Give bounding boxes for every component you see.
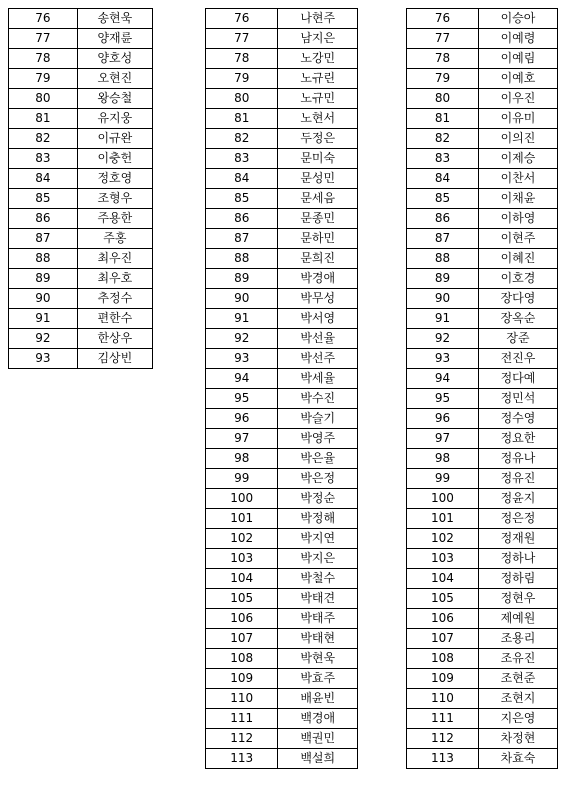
table-row xyxy=(206,289,358,309)
row-number: 106 xyxy=(407,609,479,629)
table-row xyxy=(206,369,358,389)
student-name: 나현주 xyxy=(278,9,358,29)
row-number: 100 xyxy=(407,489,479,509)
table-row xyxy=(206,389,358,409)
table-row xyxy=(206,109,358,129)
student-name: 박경애 xyxy=(278,269,358,289)
row-number: 78 xyxy=(206,49,278,69)
table-row xyxy=(407,49,558,69)
table-row xyxy=(407,749,558,769)
table-row xyxy=(407,629,558,649)
student-name: 장다영 xyxy=(478,289,557,309)
row-number: 109 xyxy=(407,669,479,689)
student-name: 문하민 xyxy=(278,229,358,249)
student-name: 박지연 xyxy=(278,529,358,549)
student-name: 이현주 xyxy=(478,229,557,249)
table-row xyxy=(9,9,153,29)
student-name: 이유미 xyxy=(478,109,557,129)
student-name: 이예호 xyxy=(478,69,557,89)
table-row xyxy=(407,229,558,249)
student-name: 이규완 xyxy=(77,129,152,149)
row-number: 111 xyxy=(407,709,479,729)
student-name: 정은정 xyxy=(478,509,557,529)
table-row xyxy=(407,9,558,29)
row-number: 105 xyxy=(206,589,278,609)
student-name: 장옥순 xyxy=(478,309,557,329)
table-row xyxy=(407,509,558,529)
student-name: 정다예 xyxy=(478,369,557,389)
table-row xyxy=(407,649,558,669)
student-name: 노현서 xyxy=(278,109,358,129)
row-number: 76 xyxy=(9,9,78,29)
student-name: 제예원 xyxy=(478,609,557,629)
table-row xyxy=(206,649,358,669)
student-name: 왕승철 xyxy=(77,89,152,109)
table-row xyxy=(206,29,358,49)
student-name: 박태견 xyxy=(278,589,358,609)
row-number: 93 xyxy=(9,349,78,369)
student-name: 이호경 xyxy=(478,269,557,289)
table-row xyxy=(206,209,358,229)
table-row xyxy=(407,309,558,329)
student-name: 박서영 xyxy=(278,309,358,329)
table-row xyxy=(407,669,558,689)
table-row xyxy=(9,69,153,89)
row-number: 89 xyxy=(206,269,278,289)
row-number: 102 xyxy=(206,529,278,549)
row-number: 86 xyxy=(206,209,278,229)
row-number: 77 xyxy=(407,29,479,49)
student-name: 정호영 xyxy=(77,169,152,189)
student-name: 박현욱 xyxy=(278,649,358,669)
row-number: 76 xyxy=(407,9,479,29)
student-name: 문세음 xyxy=(278,189,358,209)
student-name: 박정순 xyxy=(278,489,358,509)
table-row xyxy=(206,749,358,769)
student-name: 편한수 xyxy=(77,309,152,329)
student-name: 송현욱 xyxy=(77,9,152,29)
student-name: 박슬기 xyxy=(278,409,358,429)
student-name: 노규린 xyxy=(278,69,358,89)
row-number: 85 xyxy=(407,189,479,209)
row-number: 80 xyxy=(9,89,78,109)
row-number: 103 xyxy=(206,549,278,569)
table-row xyxy=(407,469,558,489)
row-number: 89 xyxy=(9,269,78,289)
row-number: 96 xyxy=(407,409,479,429)
student-name: 장준 xyxy=(478,329,557,349)
row-number: 77 xyxy=(206,29,278,49)
table-row xyxy=(407,189,558,209)
row-number: 79 xyxy=(206,69,278,89)
table-row xyxy=(407,209,558,229)
row-number: 103 xyxy=(407,549,479,569)
row-number: 113 xyxy=(407,749,479,769)
student-name: 백설희 xyxy=(278,749,358,769)
table-row xyxy=(407,569,558,589)
row-number: 109 xyxy=(206,669,278,689)
table-row xyxy=(407,169,558,189)
student-name: 박효주 xyxy=(278,669,358,689)
student-name: 정하나 xyxy=(478,549,557,569)
table-row xyxy=(206,689,358,709)
row-number: 94 xyxy=(206,369,278,389)
student-name: 이예림 xyxy=(478,49,557,69)
table-row xyxy=(407,89,558,109)
table-row xyxy=(407,489,558,509)
table-row xyxy=(206,149,358,169)
student-name: 조현지 xyxy=(478,689,557,709)
row-number: 78 xyxy=(9,49,78,69)
table-row xyxy=(206,409,358,429)
table-row xyxy=(206,9,358,29)
student-name: 이채윤 xyxy=(478,189,557,209)
table-row xyxy=(206,249,358,269)
row-number: 107 xyxy=(407,629,479,649)
row-number: 85 xyxy=(9,189,78,209)
row-number: 108 xyxy=(407,649,479,669)
table-row xyxy=(9,269,153,289)
row-number: 92 xyxy=(407,329,479,349)
table-row xyxy=(206,189,358,209)
table-row xyxy=(9,209,153,229)
row-number: 84 xyxy=(9,169,78,189)
row-number: 81 xyxy=(407,109,479,129)
row-number: 99 xyxy=(407,469,479,489)
student-name: 두정은 xyxy=(278,129,358,149)
table-row xyxy=(9,149,153,169)
table-row xyxy=(206,329,358,349)
table-row xyxy=(206,549,358,569)
table-row xyxy=(407,409,558,429)
table-row xyxy=(206,509,358,529)
table-row xyxy=(407,709,558,729)
table-row xyxy=(206,229,358,249)
row-number: 83 xyxy=(206,149,278,169)
row-number: 99 xyxy=(206,469,278,489)
table-row xyxy=(206,669,358,689)
table-row xyxy=(407,429,558,449)
row-number: 89 xyxy=(407,269,479,289)
table-row xyxy=(206,269,358,289)
row-number: 79 xyxy=(407,69,479,89)
row-number: 105 xyxy=(407,589,479,609)
table-row xyxy=(206,489,358,509)
row-number: 111 xyxy=(206,709,278,729)
row-number: 76 xyxy=(206,9,278,29)
student-name: 이예령 xyxy=(478,29,557,49)
table-row xyxy=(9,249,153,269)
row-number: 85 xyxy=(206,189,278,209)
row-number: 101 xyxy=(206,509,278,529)
row-number: 87 xyxy=(206,229,278,249)
row-number: 96 xyxy=(206,409,278,429)
roster-table-1 xyxy=(8,8,153,369)
row-number: 88 xyxy=(407,249,479,269)
row-number: 110 xyxy=(407,689,479,709)
table-row xyxy=(9,169,153,189)
table-row xyxy=(9,229,153,249)
table-row xyxy=(206,709,358,729)
table-row xyxy=(407,269,558,289)
table-row xyxy=(206,169,358,189)
student-name: 차정현 xyxy=(478,729,557,749)
row-number: 91 xyxy=(9,309,78,329)
table-row xyxy=(407,549,558,569)
row-number: 82 xyxy=(407,129,479,149)
row-number: 86 xyxy=(407,209,479,229)
student-name: 박무성 xyxy=(278,289,358,309)
row-number: 92 xyxy=(206,329,278,349)
student-name: 추정수 xyxy=(77,289,152,309)
table-row xyxy=(206,469,358,489)
row-number: 112 xyxy=(407,729,479,749)
table-row xyxy=(407,529,558,549)
row-number: 98 xyxy=(407,449,479,469)
table-row xyxy=(206,589,358,609)
student-name: 정유진 xyxy=(478,469,557,489)
student-name: 이승아 xyxy=(478,9,557,29)
table-row xyxy=(206,69,358,89)
table-row xyxy=(206,89,358,109)
student-name: 박지은 xyxy=(278,549,358,569)
row-number: 101 xyxy=(407,509,479,529)
row-number: 106 xyxy=(206,609,278,629)
table-row xyxy=(206,569,358,589)
student-name: 이하영 xyxy=(478,209,557,229)
row-number: 82 xyxy=(206,129,278,149)
table-row xyxy=(9,309,153,329)
row-number: 82 xyxy=(9,129,78,149)
student-name: 백경애 xyxy=(278,709,358,729)
student-name: 양재륜 xyxy=(77,29,152,49)
table-row xyxy=(407,349,558,369)
student-name: 한상우 xyxy=(77,329,152,349)
row-number: 94 xyxy=(407,369,479,389)
student-name: 박태주 xyxy=(278,609,358,629)
student-name: 노규민 xyxy=(278,89,358,109)
row-number: 108 xyxy=(206,649,278,669)
table-row xyxy=(407,689,558,709)
student-name: 이충헌 xyxy=(77,149,152,169)
row-number: 91 xyxy=(407,309,479,329)
row-number: 88 xyxy=(9,249,78,269)
table-row xyxy=(206,609,358,629)
row-number: 91 xyxy=(206,309,278,329)
table-row xyxy=(9,349,153,369)
student-name: 남지은 xyxy=(278,29,358,49)
student-name: 양호성 xyxy=(77,49,152,69)
student-name: 박은율 xyxy=(278,449,358,469)
student-name: 박철수 xyxy=(278,569,358,589)
table-row xyxy=(206,129,358,149)
student-name: 김상빈 xyxy=(77,349,152,369)
row-number: 80 xyxy=(407,89,479,109)
row-number: 110 xyxy=(206,689,278,709)
student-name: 정윤지 xyxy=(478,489,557,509)
table-row xyxy=(9,49,153,69)
row-number: 88 xyxy=(206,249,278,269)
table-row xyxy=(9,329,153,349)
row-number: 95 xyxy=(407,389,479,409)
student-name: 문희진 xyxy=(278,249,358,269)
row-number: 90 xyxy=(9,289,78,309)
row-number: 90 xyxy=(407,289,479,309)
row-number: 98 xyxy=(206,449,278,469)
row-number: 90 xyxy=(206,289,278,309)
student-name: 조용리 xyxy=(478,629,557,649)
row-number: 84 xyxy=(407,169,479,189)
row-number: 92 xyxy=(9,329,78,349)
student-name: 정하림 xyxy=(478,569,557,589)
table-row xyxy=(206,349,358,369)
student-name: 조현준 xyxy=(478,669,557,689)
table-row xyxy=(206,729,358,749)
row-number: 84 xyxy=(206,169,278,189)
table-row xyxy=(9,289,153,309)
student-name: 주홍 xyxy=(77,229,152,249)
student-name: 조유진 xyxy=(478,649,557,669)
row-number: 78 xyxy=(407,49,479,69)
student-name: 이찬서 xyxy=(478,169,557,189)
table-row xyxy=(9,89,153,109)
row-number: 87 xyxy=(9,229,78,249)
table-row xyxy=(407,69,558,89)
student-name: 최우호 xyxy=(77,269,152,289)
row-number: 79 xyxy=(9,69,78,89)
table-row xyxy=(407,449,558,469)
student-name: 최우진 xyxy=(77,249,152,269)
table-row xyxy=(206,629,358,649)
row-number: 107 xyxy=(206,629,278,649)
table-row xyxy=(407,149,558,169)
row-number: 100 xyxy=(206,489,278,509)
roster-table-2 xyxy=(205,8,358,769)
row-number: 87 xyxy=(407,229,479,249)
row-number: 104 xyxy=(206,569,278,589)
student-name: 박세율 xyxy=(278,369,358,389)
student-name: 이혜진 xyxy=(478,249,557,269)
student-name: 지은영 xyxy=(478,709,557,729)
student-name: 정민석 xyxy=(478,389,557,409)
student-name: 박선율 xyxy=(278,329,358,349)
row-number: 81 xyxy=(206,109,278,129)
row-number: 97 xyxy=(206,429,278,449)
table-row xyxy=(407,289,558,309)
table-row xyxy=(407,389,558,409)
roster-table-3 xyxy=(406,8,558,769)
student-name: 이의진 xyxy=(478,129,557,149)
student-name: 배윤빈 xyxy=(278,689,358,709)
table-row xyxy=(407,329,558,349)
table-row xyxy=(407,729,558,749)
student-name: 정유나 xyxy=(478,449,557,469)
student-name: 차효숙 xyxy=(478,749,557,769)
row-number: 86 xyxy=(9,209,78,229)
student-name: 정현우 xyxy=(478,589,557,609)
student-name: 주용한 xyxy=(77,209,152,229)
student-name: 백권민 xyxy=(278,729,358,749)
student-name: 문미숙 xyxy=(278,149,358,169)
row-number: 97 xyxy=(407,429,479,449)
student-name: 노강민 xyxy=(278,49,358,69)
student-name: 문성민 xyxy=(278,169,358,189)
student-name: 정재원 xyxy=(478,529,557,549)
table-row xyxy=(407,369,558,389)
student-name: 박선주 xyxy=(278,349,358,369)
student-name: 박은정 xyxy=(278,469,358,489)
student-name: 정수영 xyxy=(478,409,557,429)
row-number: 83 xyxy=(9,149,78,169)
row-number: 112 xyxy=(206,729,278,749)
row-number: 93 xyxy=(206,349,278,369)
table-row xyxy=(407,589,558,609)
table-row xyxy=(206,429,358,449)
row-number: 95 xyxy=(206,389,278,409)
student-name: 정요한 xyxy=(478,429,557,449)
table-row xyxy=(206,449,358,469)
table-row xyxy=(9,29,153,49)
table-row xyxy=(407,609,558,629)
student-name: 문종민 xyxy=(278,209,358,229)
student-name: 오현진 xyxy=(77,69,152,89)
student-name: 박영주 xyxy=(278,429,358,449)
table-row xyxy=(9,109,153,129)
student-name: 조형우 xyxy=(77,189,152,209)
table-row xyxy=(407,249,558,269)
student-name: 박수진 xyxy=(278,389,358,409)
student-name: 박정해 xyxy=(278,509,358,529)
row-number: 81 xyxy=(9,109,78,129)
row-number: 93 xyxy=(407,349,479,369)
student-name: 이제승 xyxy=(478,149,557,169)
table-row xyxy=(9,189,153,209)
row-number: 77 xyxy=(9,29,78,49)
student-name: 유지웅 xyxy=(77,109,152,129)
table-row xyxy=(407,129,558,149)
student-name: 박태현 xyxy=(278,629,358,649)
table-row xyxy=(9,129,153,149)
row-number: 104 xyxy=(407,569,479,589)
table-row xyxy=(407,29,558,49)
table-row xyxy=(206,49,358,69)
row-number: 83 xyxy=(407,149,479,169)
row-number: 102 xyxy=(407,529,479,549)
row-number: 113 xyxy=(206,749,278,769)
table-row xyxy=(206,309,358,329)
student-name: 전진우 xyxy=(478,349,557,369)
student-name: 이우진 xyxy=(478,89,557,109)
table-row xyxy=(206,529,358,549)
row-number: 80 xyxy=(206,89,278,109)
table-row xyxy=(407,109,558,129)
